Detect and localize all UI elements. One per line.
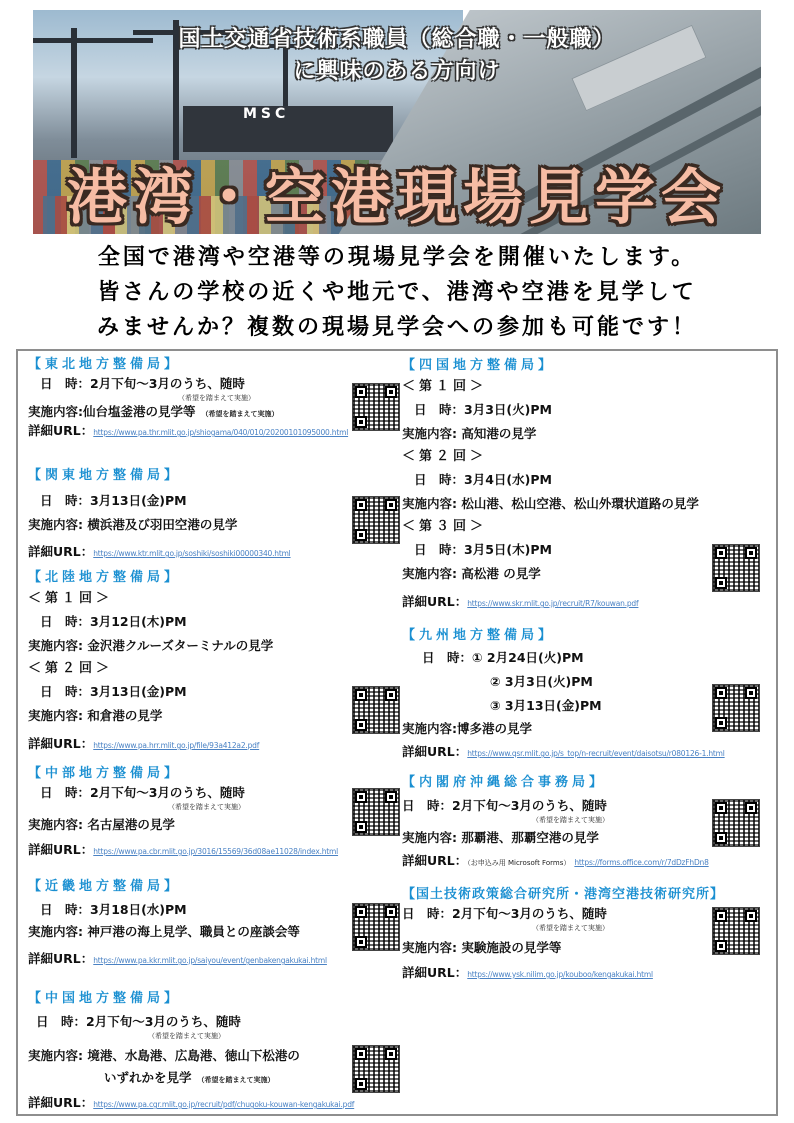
qr-code-icon [712,799,760,847]
section-okinawa [402,773,768,869]
note: （希望を踏まえて実施） [532,816,609,824]
section-header: 【四国地方整備局】 [402,358,556,373]
datetime: ③ 3月13日(金)PM [490,698,602,713]
url-label: 詳細URL： [402,853,468,868]
section-header: 【近畿地方整備局】 [28,879,182,894]
url-label: 詳細URL： [28,544,94,559]
detail-link[interactable]: https://www.pa.cbr.mlit.go.jp/3016/15569/36d08ae11028/index.html [93,847,339,856]
content: 実施内容: 和倉港の見学 [28,708,163,723]
note: （希望を踏まえて実施） [201,410,279,418]
section-kinki [28,877,398,967]
datetime: 日 時：3月13日(金)PM [40,684,187,699]
content: 実施内容: 松山港、松山空港、松山外環状道路の見学 [402,496,699,511]
note: （希望を踏まえて実施） [532,924,609,932]
url-label: 詳細URL： [402,744,468,759]
url-row [28,1093,398,1111]
section-kyushu [402,626,768,760]
intro-text [30,240,764,345]
datetime: 日 時：2月下旬～3月のうち、随時 [36,1014,241,1029]
qr-code-icon [712,544,760,592]
qr-code-icon [352,788,400,836]
section-nilim [402,885,768,981]
hero-banner [33,10,761,234]
datetime: 日 時：2月下旬～3月のうち、随時 [40,376,245,391]
url-row [402,851,768,869]
content: 実施内容: 境港、水島港、広島港、徳山下松港の [28,1048,300,1063]
note: （希望を踏まえて実施） [178,394,255,402]
url-row [28,542,398,560]
section-chubu [28,764,398,858]
content-text: いずれかを見学 [104,1070,192,1085]
banner-subtitle: に興味のある方向け [293,59,501,84]
url-label: 詳細URL： [28,736,94,751]
url-row [28,840,398,858]
url-row [402,592,768,610]
section-shikoku [402,356,768,610]
detail-link[interactable]: https://www.ktr.mlit.go.jp/soshiki/soshiki00000340.html [93,549,291,558]
url-row [28,421,398,439]
content: 実施内容: 神戸港の海上見学、職員との座談会等 [28,924,300,939]
url-label: 詳細URL： [402,594,468,609]
datetime: 日 時：2月下旬～3月のうち、随時 [402,798,607,813]
detail-link[interactable]: https://www.pa.kkr.mlit.go.jp/saiyou/event/genbakengakukai.html [93,956,327,965]
datetime: 日 時：3月18日(水)PM [40,902,187,917]
schedule-box [16,349,778,1116]
datetime: 日 時：3月5日(木)PM [414,542,552,557]
url-row [28,734,398,752]
section-tohoku [28,355,398,439]
detail-link[interactable]: https://www.pa.cgr.mlit.go.jp/recruit/pdf/chugoku-kouwan-kengakukai.pdf [93,1100,355,1109]
qr-code-icon [352,1045,400,1093]
detail-link[interactable]: https://www.pa.hrr.mlit.go.jp/file/93a412a2.pdf [93,741,260,750]
section-header: 【東北地方整備局】 [28,357,182,372]
section-header: 【国土技術政策総合研究所・港湾空港技術研究所】 [402,887,725,902]
round-label: ＜第２回＞ [28,661,114,676]
section-header: 【中部地方整備局】 [28,766,182,781]
content: 実施内容:博多港の見学 [402,721,532,736]
detail-link[interactable]: https://forms.office.com/r/7dDzFhDn8 [574,858,709,867]
content: 実施内容: 金沢港クルーズターミナルの見学 [28,638,274,653]
intro-line: 全国で港湾や空港等の現場見学会を開催いたします。 [97,245,697,270]
content-text: 実施内容:仙台塩釜港の見学等 [28,404,196,419]
content: 実施内容: 高松港 の見学 [402,566,541,581]
content: 実施内容: 横浜港及び羽田空港の見学 [28,517,238,532]
section-chugoku [28,989,398,1111]
url-label: 詳細URL： [402,965,468,980]
content: 実施内容: 高知港の見学 [402,426,537,441]
datetime: ② 3月3日(火)PM [490,674,593,689]
detail-link[interactable]: https://www.qsr.mlit.go.jp/s_top/n-recruit/event/daisotsu/r080126-1.html [467,749,725,758]
url-note: （お申込み用 Microsoft Forms） [467,859,571,867]
qr-code-icon [352,383,400,431]
url-row [402,742,768,760]
datetime: 日 時：3月4日(水)PM [414,472,552,487]
url-label: 詳細URL： [28,423,94,438]
content [28,403,398,421]
round-label: ＜第１回＞ [402,379,488,394]
section-kanto [28,466,398,560]
detail-link[interactable]: https://www.pa.thr.mlit.go.jp/shiogama/040/010/20200101095000.html [93,428,349,437]
note: （希望を踏まえて実施） [168,803,245,811]
banner-subtitle: 国土交通省技術系職員（総合職・一般職） [178,27,616,52]
content: 実施内容: 実験施設の見学等 [402,940,562,955]
content [28,1069,398,1087]
url-label: 詳細URL： [28,951,94,966]
qr-code-icon [352,686,400,734]
datetime: 日 時：3月13日(金)PM [40,493,187,508]
datetime: 日 時：2月下旬～3月のうち、随時 [40,785,245,800]
section-header: 【北陸地方整備局】 [28,570,182,585]
datetime: 日 時：2月下旬～3月のうち、随時 [402,906,607,921]
note: （希望を踏まえて実施） [148,1032,225,1040]
section-header: 【中国地方整備局】 [28,991,182,1006]
detail-link[interactable]: https://www.skr.mlit.go.jp/recruit/R7/kouwan.pdf [467,599,639,608]
url-label: 詳細URL： [28,842,94,857]
qr-code-icon [712,907,760,955]
detail-link[interactable]: https://www.ysk.nilim.go.jp/kouboo/kengakukai.html [467,970,653,979]
section-header: 【内閣府沖縄総合事務局】 [402,775,607,790]
datetime: 日 時：3月3日(火)PM [414,402,552,417]
datetime: 日 時：3月12日(木)PM [40,614,187,629]
round-label: ＜第１回＞ [28,591,114,606]
round-label: ＜第２回＞ [402,449,488,464]
url-row [402,963,768,981]
page-title: 港湾・空港現場見学会 [67,163,727,233]
qr-code-icon [712,684,760,732]
content: 実施内容: 那覇港、那覇空港の見学 [402,830,599,845]
url-row [28,949,398,967]
intro-line: 皆さんの学校の近くや地元で、港湾や空港を見学して [97,280,697,305]
url-label: 詳細URL： [28,1095,94,1110]
datetime: 日 時：① 2月24日(火)PM [422,650,584,665]
note: （希望を踏まえて実施） [197,1076,275,1084]
intro-line: みませんか？複数の現場見学会への参加も可能です！ [96,315,697,340]
section-header: 【関東地方整備局】 [28,468,182,483]
section-header: 【九州地方整備局】 [402,628,556,643]
qr-code-icon [352,903,400,951]
section-hokuriku [28,568,398,752]
ship-label: MSC [243,106,290,122]
content: 実施内容: 名古屋港の見学 [28,817,175,832]
round-label: ＜第３回＞ [402,519,488,534]
qr-code-icon [352,496,400,544]
